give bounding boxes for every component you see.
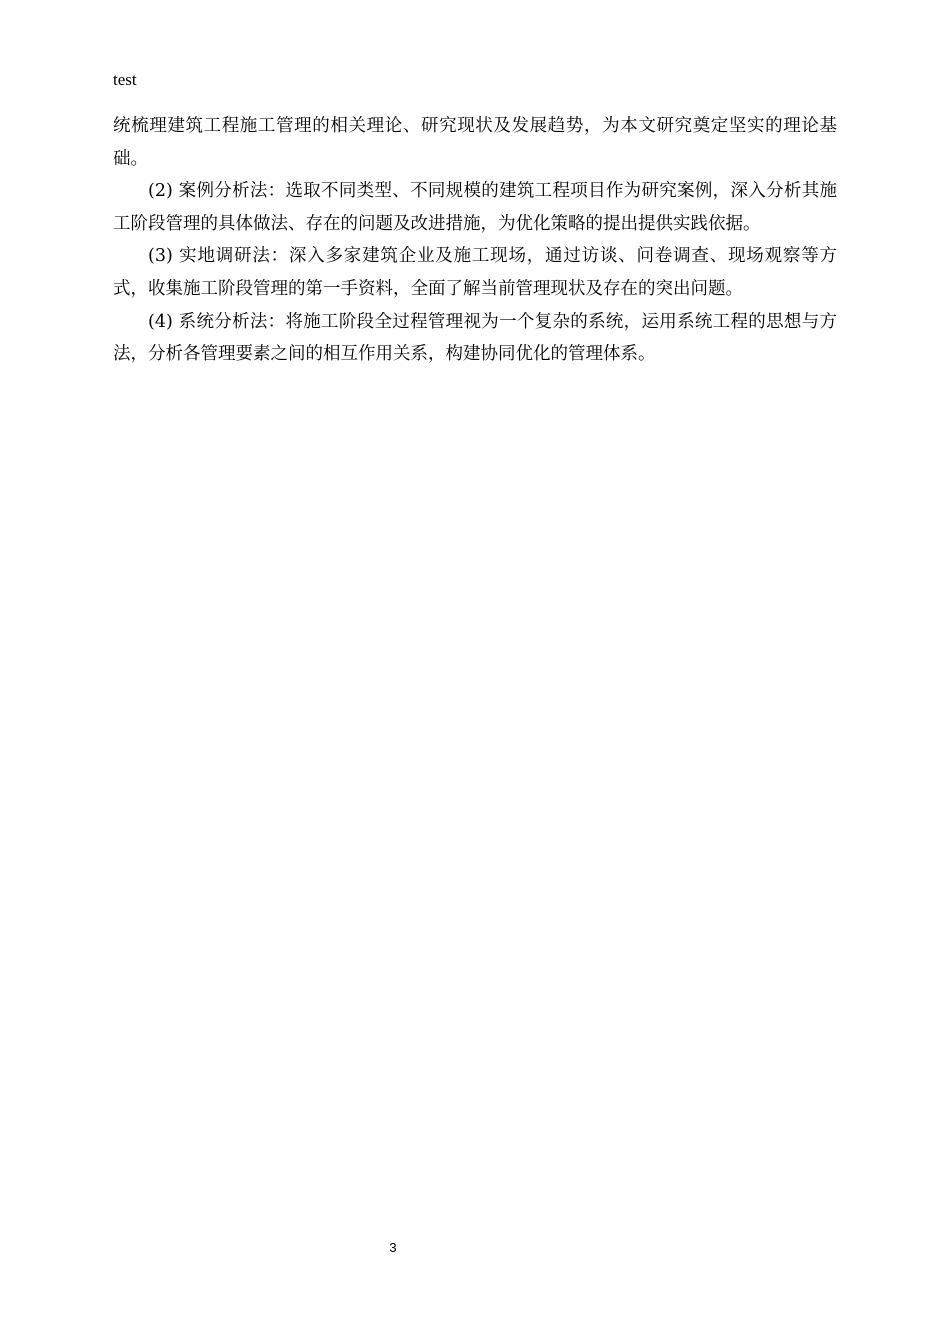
paragraph-system-analysis: (4) 系统分析法：将施工阶段全过程管理视为一个复杂的系统，运用系统工程的思想与方法，分析各管理要素之间的相互作用关系，构建协同优化的管理体系。 — [113, 311, 837, 365]
page-number: 3 — [389, 1240, 397, 1255]
paragraph-case-analysis: (2) 案例分析法：选取不同类型、不同规模的建筑工程项目作为研究案例，深入分析其施工阶段管理的具体做法、存在的问题及改进措施，为优化策略的提出提供实践依据。 — [113, 181, 837, 234]
document-body — [113, 110, 837, 371]
page-header-text: test — [113, 70, 137, 89]
paragraph-field-research: (3) 实地调研法：深入多家建筑企业及施工现场，通过访谈、问卷调查、现场观察等方式，收集施工阶段管理的第一手资料，全面了解当前管理现状及存在的突出问题。 — [113, 246, 837, 299]
paragraph-continued: 统梳理建筑工程施工管理的相关理论、研究现状及发展趋势，为本文研究奠定坚实的理论基础。 — [113, 116, 837, 169]
